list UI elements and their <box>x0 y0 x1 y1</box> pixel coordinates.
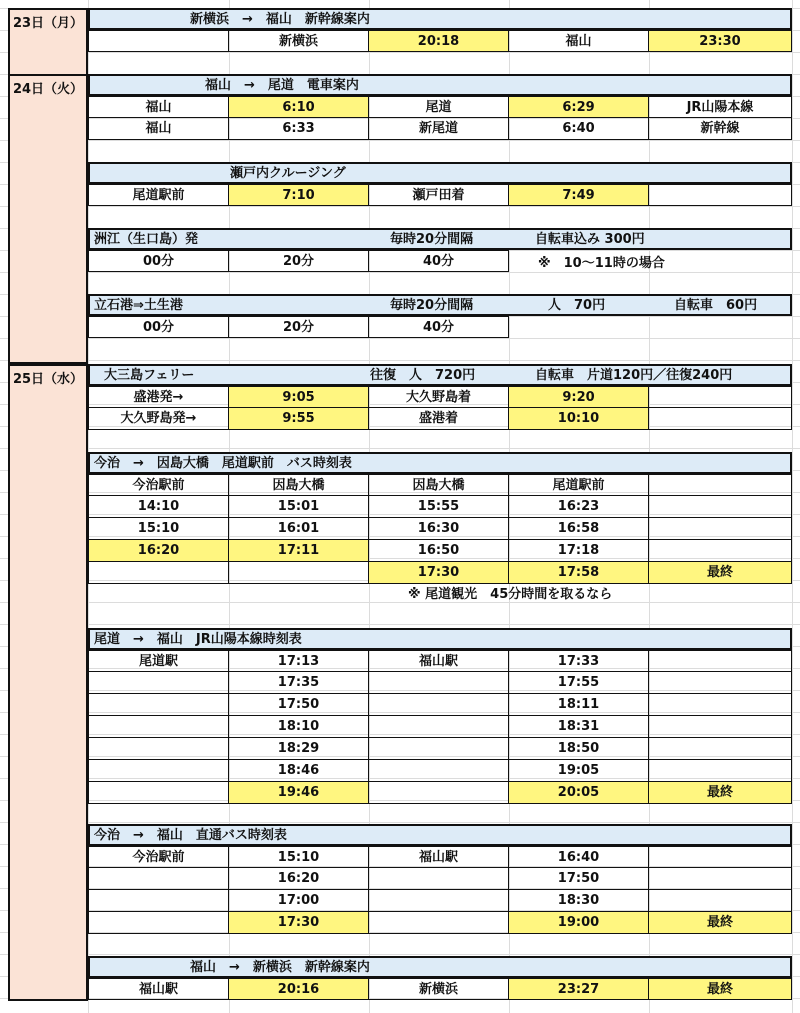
header-text: 自転車込み 300円 <box>535 232 645 247</box>
table-cell: 因島大橋 <box>229 474 369 496</box>
header-text: 瀬戸内クルージング <box>230 166 346 181</box>
table-cell <box>649 890 792 912</box>
table-cell: 19:46 <box>229 782 369 804</box>
table-cell <box>649 650 792 672</box>
bus-row <box>88 518 792 540</box>
direct-bus-row <box>88 912 792 934</box>
header-text: 自転車 片道120円／往復240円 <box>535 368 733 383</box>
table-cell: 17:18 <box>509 540 649 562</box>
jr-row <box>88 672 792 694</box>
section-jr-header <box>88 628 792 650</box>
table-cell: 20:05 <box>509 782 649 804</box>
table-cell: 40分 <box>369 250 509 272</box>
jr-row <box>88 694 792 716</box>
ferry-row <box>88 250 792 272</box>
table-cell: 18:10 <box>229 716 369 738</box>
table-cell: 18:31 <box>509 716 649 738</box>
table-cell: 20分 <box>229 250 369 272</box>
table-cell: 6:10 <box>229 96 369 118</box>
table-cell <box>649 716 792 738</box>
table-cell <box>369 890 509 912</box>
table-cell <box>649 184 792 206</box>
day-text: 24日（火） <box>12 82 84 97</box>
header-text: 立石港⇒土生港 <box>94 298 183 313</box>
table-cell: 16:20 <box>88 540 229 562</box>
table-cell <box>88 782 229 804</box>
section-omishima-header <box>88 364 792 386</box>
table-cell: 15:10 <box>88 518 229 540</box>
day-text: 25日（水） <box>12 372 84 387</box>
train-row <box>88 96 792 118</box>
table-cell: 最終 <box>649 562 792 584</box>
omishima-row <box>88 408 792 430</box>
table-cell <box>88 890 229 912</box>
table-cell <box>88 716 229 738</box>
table-cell <box>88 672 229 694</box>
table-cell: 瀬戸田着 <box>369 184 509 206</box>
table-cell: 福山 <box>88 96 229 118</box>
table-cell <box>649 846 792 868</box>
bus-note: ※ 尾道観光 45分時間を取るなら <box>408 587 613 602</box>
table-cell: 18:50 <box>509 738 649 760</box>
table-cell: 18:29 <box>229 738 369 760</box>
table-cell: 9:20 <box>509 386 649 408</box>
header-text: 尾道 → 福山 JR山陽本線時刻表 <box>94 632 302 647</box>
table-cell: 10:10 <box>509 408 649 430</box>
table-cell <box>88 562 229 584</box>
table-cell: 福山駅 <box>369 846 509 868</box>
section-port-header <box>88 294 792 316</box>
table-cell: 20分 <box>229 316 369 338</box>
header-text: 今治 → 福山 直通バス時刻表 <box>94 828 287 843</box>
table-cell <box>88 912 229 934</box>
table-cell: 福山 <box>88 118 229 140</box>
cruising-row <box>88 184 792 206</box>
day-label-d25 <box>8 364 88 1001</box>
table-cell <box>369 694 509 716</box>
section-direct-bus-header <box>88 824 792 846</box>
table-cell: 16:20 <box>229 868 369 890</box>
section-bus-header <box>88 452 792 474</box>
table-cell: 大久野島発→ <box>88 408 229 430</box>
section-return-header <box>88 956 792 978</box>
bus-header-row <box>88 474 792 496</box>
table-cell <box>649 496 792 518</box>
table-cell <box>88 694 229 716</box>
table-cell <box>369 716 509 738</box>
table-cell: 6:29 <box>509 96 649 118</box>
table-cell <box>649 474 792 496</box>
table-cell: 新尾道 <box>369 118 509 140</box>
train-row <box>88 118 792 140</box>
table-cell: 最終 <box>649 978 792 1000</box>
table-cell: 17:55 <box>509 672 649 694</box>
port-row <box>88 316 792 338</box>
table-cell: 19:05 <box>509 760 649 782</box>
day-label-d23 <box>8 8 88 76</box>
ferry-note: ※ 10～11時の場合 <box>538 256 665 271</box>
table-cell: 福山駅 <box>88 978 229 1000</box>
table-cell: 7:49 <box>509 184 649 206</box>
table-cell <box>649 694 792 716</box>
table-cell: 尾道駅 <box>88 650 229 672</box>
table-cell <box>649 540 792 562</box>
table-cell: 尾道 <box>369 96 509 118</box>
section-cruising-header <box>88 162 792 184</box>
table-cell: 今治駅前 <box>88 474 229 496</box>
table-cell: 尾道駅前 <box>509 474 649 496</box>
table-cell <box>369 782 509 804</box>
table-cell: 9:55 <box>229 408 369 430</box>
table-cell: 最終 <box>649 912 792 934</box>
table-cell: 福山 <box>509 30 649 52</box>
table-cell <box>649 760 792 782</box>
bus-row <box>88 496 792 518</box>
table-cell: 00分 <box>88 250 229 272</box>
header-text: 往復 人 720円 <box>370 368 476 383</box>
header-text: 新横浜 → 福山 新幹線案内 <box>190 12 370 27</box>
table-cell: 18:46 <box>229 760 369 782</box>
omishima-row <box>88 386 792 408</box>
header-text: 毎時20分間隔 <box>390 298 474 313</box>
table-cell: 17:30 <box>229 912 369 934</box>
header-text: 福山 → 新横浜 新幹線案内 <box>190 960 370 975</box>
header-text: 毎時20分間隔 <box>390 232 474 247</box>
direct-bus-row <box>88 846 792 868</box>
jr-row <box>88 738 792 760</box>
table-cell: 15:01 <box>229 496 369 518</box>
table-cell <box>369 760 509 782</box>
return-row <box>88 978 792 1000</box>
table-cell <box>88 760 229 782</box>
table-cell: 最終 <box>649 782 792 804</box>
table-cell <box>649 518 792 540</box>
table-cell <box>229 562 369 584</box>
direct-bus-row <box>88 868 792 890</box>
table-cell: 6:33 <box>229 118 369 140</box>
jr-row <box>88 760 792 782</box>
table-cell: 福山駅 <box>369 650 509 672</box>
section-ferry-header <box>88 228 792 250</box>
table-cell: 17:50 <box>509 868 649 890</box>
table-cell: 17:13 <box>229 650 369 672</box>
table-cell: 7:10 <box>229 184 369 206</box>
table-cell: 新横浜 <box>369 978 509 1000</box>
table-cell: 17:33 <box>509 650 649 672</box>
table-cell: 18:11 <box>509 694 649 716</box>
table-cell: 15:55 <box>369 496 509 518</box>
table-cell: 20:16 <box>229 978 369 1000</box>
table-cell: 23:30 <box>649 30 792 52</box>
table-cell: 20:18 <box>369 30 509 52</box>
bus-row <box>88 562 792 584</box>
table-cell: 新横浜 <box>229 30 369 52</box>
table-cell: 17:11 <box>229 540 369 562</box>
jr-row <box>88 650 792 672</box>
table-cell: 17:00 <box>229 890 369 912</box>
header-text: 今治 → 因島大橋 尾道駅前 バス時刻表 <box>94 456 352 471</box>
table-cell: 16:23 <box>509 496 649 518</box>
header-text: 大三島フェリー <box>104 368 195 383</box>
table-cell: 尾道駅前 <box>88 184 229 206</box>
section-train-header <box>88 74 792 96</box>
table-cell <box>649 868 792 890</box>
header-text: 福山 → 尾道 電車案内 <box>205 78 359 93</box>
table-cell: JR山陽本線 <box>649 96 792 118</box>
header-text: 人 70円 <box>548 298 606 313</box>
table-cell: 40分 <box>369 316 509 338</box>
table-cell: 盛港着 <box>369 408 509 430</box>
jr-row <box>88 782 792 804</box>
table-cell: 新幹線 <box>649 118 792 140</box>
day-text: 23日（月） <box>12 16 84 31</box>
table-cell: 14:10 <box>88 496 229 518</box>
table-cell: 00分 <box>88 316 229 338</box>
table-cell: 17:30 <box>369 562 509 584</box>
section-shinkansen-row <box>88 30 792 52</box>
table-cell: 23:27 <box>509 978 649 1000</box>
table-cell <box>369 912 509 934</box>
table-cell <box>369 738 509 760</box>
table-cell: 今治駅前 <box>88 846 229 868</box>
table-cell: 16:58 <box>509 518 649 540</box>
table-cell <box>649 672 792 694</box>
table-cell <box>649 408 792 430</box>
jr-row <box>88 716 792 738</box>
table-cell: 大久野島着 <box>369 386 509 408</box>
table-cell <box>649 386 792 408</box>
table-cell: 9:05 <box>229 386 369 408</box>
bus-row <box>88 540 792 562</box>
table-cell: 18:30 <box>509 890 649 912</box>
section-shinkansen-header <box>88 8 792 30</box>
table-cell: 盛港発→ <box>88 386 229 408</box>
table-cell: 16:01 <box>229 518 369 540</box>
table-cell: 6:40 <box>509 118 649 140</box>
table-cell: 19:00 <box>509 912 649 934</box>
table-cell <box>649 738 792 760</box>
table-cell <box>88 868 229 890</box>
table-cell <box>88 30 229 52</box>
table-cell <box>88 738 229 760</box>
direct-bus-row <box>88 890 792 912</box>
table-cell: 16:40 <box>509 846 649 868</box>
table-cell: 因島大橋 <box>369 474 509 496</box>
header-text: 洲江（生口島）発 <box>94 232 199 247</box>
table-cell: 17:58 <box>509 562 649 584</box>
table-cell: 17:50 <box>229 694 369 716</box>
table-cell: 17:35 <box>229 672 369 694</box>
table-cell <box>369 868 509 890</box>
header-text: 自転車 60円 <box>674 298 758 313</box>
day-label-d24 <box>8 74 88 364</box>
table-cell: 16:50 <box>369 540 509 562</box>
table-cell: 16:30 <box>369 518 509 540</box>
table-cell: 15:10 <box>229 846 369 868</box>
table-cell <box>369 672 509 694</box>
